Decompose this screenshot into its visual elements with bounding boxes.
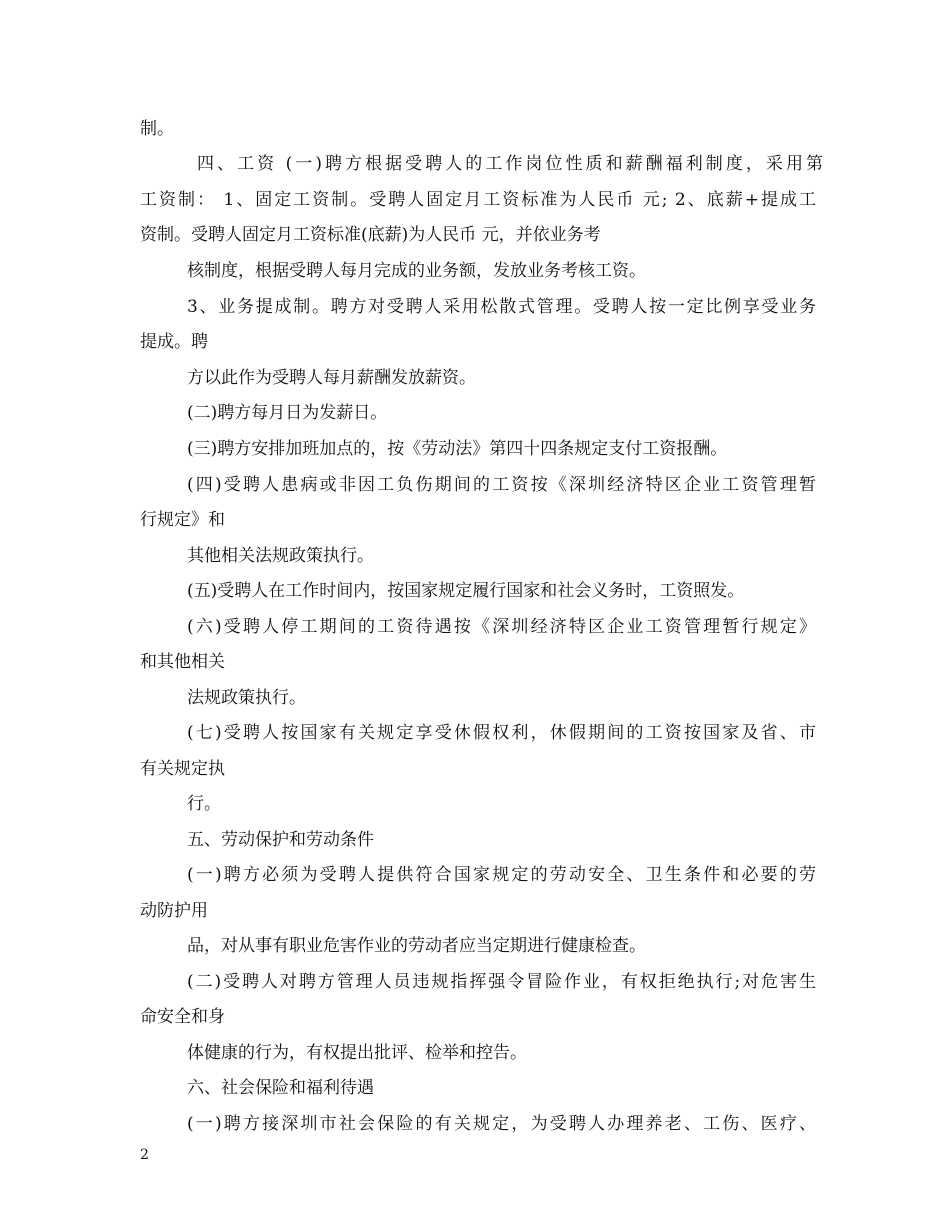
text-line: 体健康的行为，有权提出批评、检举和控告。 bbox=[187, 1043, 527, 1063]
text-line: 工资制： 1、固定工资制。受聘人固定月工资标准为人民币 元; 2、底薪+提成工 bbox=[140, 190, 816, 210]
section-heading-line: 六、社会保险和福利待遇 bbox=[187, 1078, 374, 1098]
text-line: 品，对从事有职业危害作业的劳动者应当定期进行健康检查。 bbox=[187, 936, 646, 956]
text-line: 其他相关法规政策执行。 bbox=[187, 546, 374, 566]
section-heading-line: 四、工资 (一)聘方根据受聘人的工作岗位性质和薪酬福利制度，采用第 bbox=[197, 154, 823, 174]
text-line: (二)聘方每月日为发薪日。 bbox=[187, 403, 388, 423]
text-line: (四)受聘人患病或非因工负伤期间的工资按《深圳经济特区企业工资管理暂 bbox=[187, 475, 816, 495]
text-line: 动防护用 bbox=[140, 901, 208, 921]
text-line: 制。 bbox=[140, 119, 174, 139]
text-line: (七)受聘人按国家有关规定享受休假权利，休假期间的工资按国家及省、市 bbox=[187, 723, 816, 743]
text-line: 法规政策执行。 bbox=[187, 688, 306, 708]
text-line: (六)受聘人停工期间的工资待遇按《深圳经济特区企业工资管理暂行规定》 bbox=[187, 617, 816, 637]
text-line: (五)受聘人在工作时间内，按国家规定履行国家和社会义务时，工资照发。 bbox=[187, 581, 745, 601]
text-line: (一)聘方接深圳市社会保险的有关规定，为受聘人办理养老、工伤、医疗、 bbox=[187, 1114, 816, 1134]
section-heading-line: 五、劳动保护和劳动条件 bbox=[187, 830, 374, 850]
text-line: 和其他相关 bbox=[140, 652, 225, 672]
text-line: 行规定》和 bbox=[140, 510, 225, 530]
text-line: 有关规定执 bbox=[140, 759, 225, 779]
text-line: 提成。聘 bbox=[140, 332, 208, 352]
text-line: (三)聘方安排加班加点的，按《劳动法》第四十四条规定支付工资报酬。 bbox=[187, 439, 728, 459]
page-number: 2 bbox=[140, 1147, 149, 1163]
text-line: 资制。受聘人固定月工资标准(底薪)为人民币 元，并依业务考 bbox=[140, 225, 601, 245]
text-line: 方以此作为受聘人每月薪酬发放薪资。 bbox=[187, 368, 476, 388]
text-line: (二)受聘人对聘方管理人员违规指挥强令冒险作业，有权拒绝执行;对危害生 bbox=[187, 972, 816, 992]
text-line: 行。 bbox=[187, 794, 221, 814]
text-line: 核制度，根据受聘人每月完成的业务额，发放业务考核工资。 bbox=[187, 261, 646, 281]
text-line: 3、业务提成制。聘方对受聘人采用松散式管理。受聘人按一定比例享受业务 bbox=[187, 297, 816, 317]
text-line: (一)聘方必须为受聘人提供符合国家规定的劳动安全、卫生条件和必要的劳 bbox=[187, 865, 816, 885]
text-line: 命安全和身 bbox=[140, 1007, 225, 1027]
